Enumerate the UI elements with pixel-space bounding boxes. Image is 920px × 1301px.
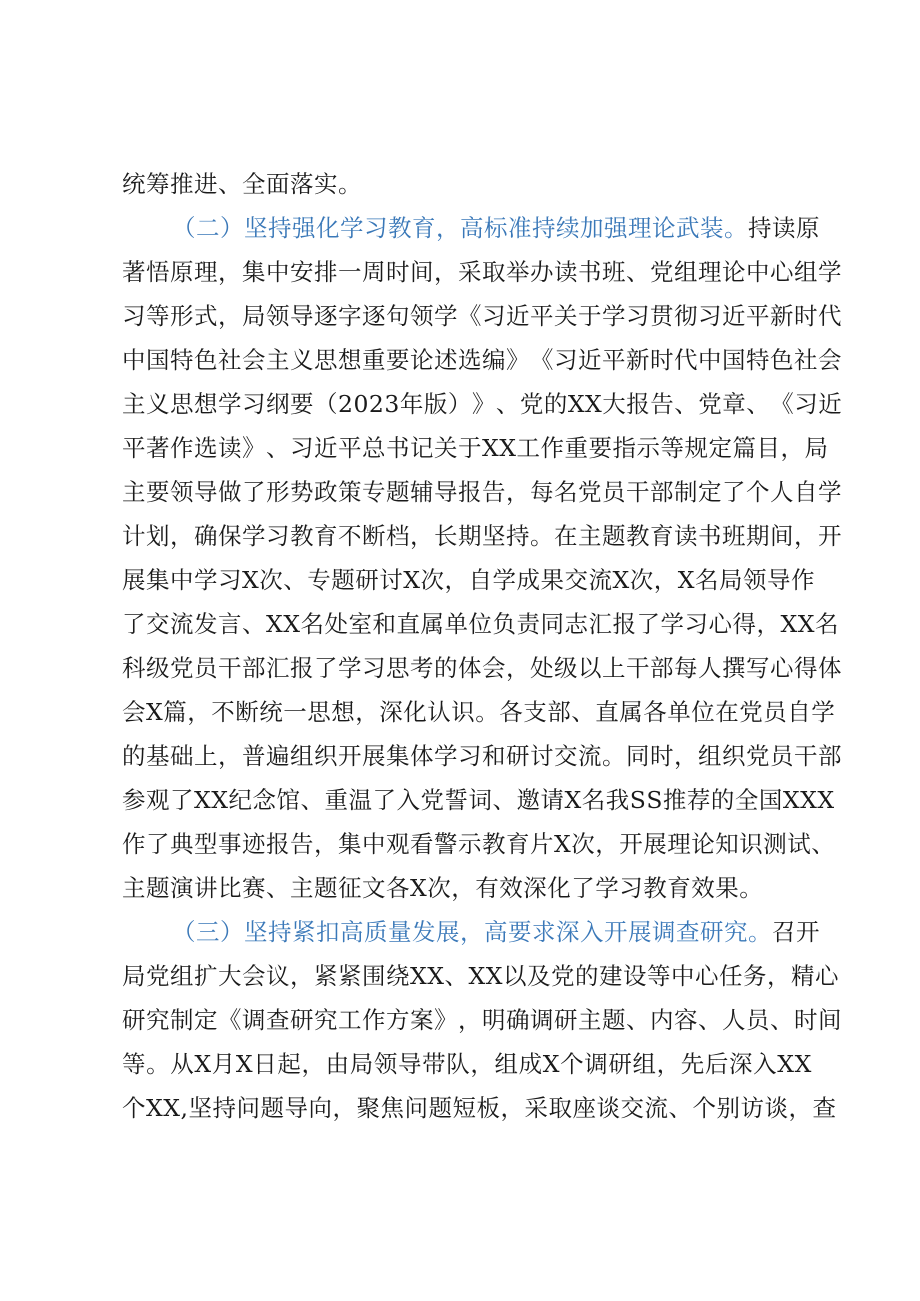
line-text: 主题演讲比赛、主题征文各X次，有效深化了学习教育效果。: [122, 874, 764, 902]
paragraph-line: 作 了 典 型 事 迹 报 告 ， 集 中 观 看 警 示 教 育 片 X 次 ， 开 展 理 论 知 识 测 试 、: [122, 830, 836, 858]
paragraph-line: 主 要 领 导 做 了 形 势 政 策 专 题 辅 导 报 告 ， 每 名 党 员 干 部 制 定 了 个 人 自 学: [122, 478, 842, 506]
section-two-heading-line: （ 二 ） 坚 持 强 化 学 习 教 育 ， 高 标 准 持 续 加 强 理 论 武 装 。 持 读 原: [172, 214, 820, 242]
paragraph-line: [122, 870, 812, 906]
line-text: 统筹推进、全面落实。: [122, 170, 362, 198]
paragraph-line: 个 X X , 坚 持 问 题 导 向 ， 聚 焦 问 题 短 板 ， 采 取 座 谈 交 流 、 个 别 访 谈 ， 查: [122, 1094, 837, 1122]
paragraph-line: 平 著 作 选 读 》 、 习 近 平 总 书 记 关 于 X X 工 作 重 要 指 示 等 规 定 篇 目 ， 局: [122, 434, 829, 462]
paragraph-line: 等 。 从 X 月 X 日 起 ， 由 局 领 导 带 队 ， 组 成 X 个 调 研 组 ， 先 后 深 入 X X: [122, 1050, 812, 1078]
paragraph-line: 的 基 础 上 ， 普 遍 组 织 开 展 集 体 学 习 和 研 讨 交 流 。 同 时 ， 组 织 党 员 干 部: [122, 742, 842, 770]
paragraph-line: 计 划 ， 确 保 学 习 教 育 不 断 档 ， 长 期 坚 持 。 在 主 题 教 育 读 书 班 期 间 ， 开: [122, 522, 842, 550]
paragraph-line: 了 交 流 发 言 、 X X 名 处 室 和 直 属 单 位 负 责 同 志 汇 报 了 学 习 心 得 ， X X 名: [122, 610, 839, 638]
section-three-heading-line: （ 三 ） 坚 持 紧 扣 高 质 量 发 展 ， 高 要 求 深 入 开 展 调 查 研 究 。 召 开: [172, 918, 820, 946]
paragraph-line: 著 悟 原 理 ， 集 中 安 排 一 周 时 间 ， 采 取 举 办 读 书 班 、 党 组 理 论 中 心 组 学: [122, 258, 842, 286]
paragraph-line: 会 X 篇 ， 不 断 统 一 思 想 ， 深 化 认 识 。 各 支 部 、 直 属 各 单 位 在 党 员 自 学: [122, 698, 836, 726]
paragraph-line: 习 等 形 式 ， 局 领 导 逐 字 逐 句 领 学 《 习 近 平 关 于 学 习 贯 彻 习 近 平 新 时 代: [122, 302, 842, 330]
paragraph-line: 局 党 组 扩 大 会 议 ， 紧 紧 围 绕 X X 、 X X 以 及 党 的 建 设 等 中 心 任 务 ， 精 心: [122, 962, 839, 990]
paragraph-line: 参 观 了 X X 纪 念 馆 、 重 温 了 入 党 誓 词 、 邀 请 X 名 我 S S 推 荐 的 全 国 X X X: [122, 786, 835, 814]
paragraph-line: 研 究 制 定 《 调 查 研 究 工 作 方 案 》 ， 明 确 调 研 主 题 、 内 容 、 人 员 、 时 间: [122, 1006, 842, 1034]
paragraph-line: 中 国 特 色 社 会 主 义 思 想 重 要 论 述 选 编 》 《 习 近 平 新 时 代 中 国 特 色 社 会: [122, 346, 842, 374]
paragraph-line: 主 义 思 想 学 习 纲 要 （ 2 0 2 3 年 版 ） 》 、 党 的 X X 大 报 告 、 党 章 、 《 习 近: [122, 390, 843, 418]
paragraph-line: 科 级 党 员 干 部 汇 报 了 学 习 思 考 的 体 会 ， 处 级 以 上 干 部 每 人 撰 写 心 得 体: [122, 654, 842, 682]
paragraph-line: 展 集 中 学 习 X 次 、 专 题 研 讨 X 次 ， 自 学 成 果 交 流 X 次 ， X 名 局 领 导 作: [122, 566, 815, 594]
paragraph-line: [122, 166, 812, 202]
